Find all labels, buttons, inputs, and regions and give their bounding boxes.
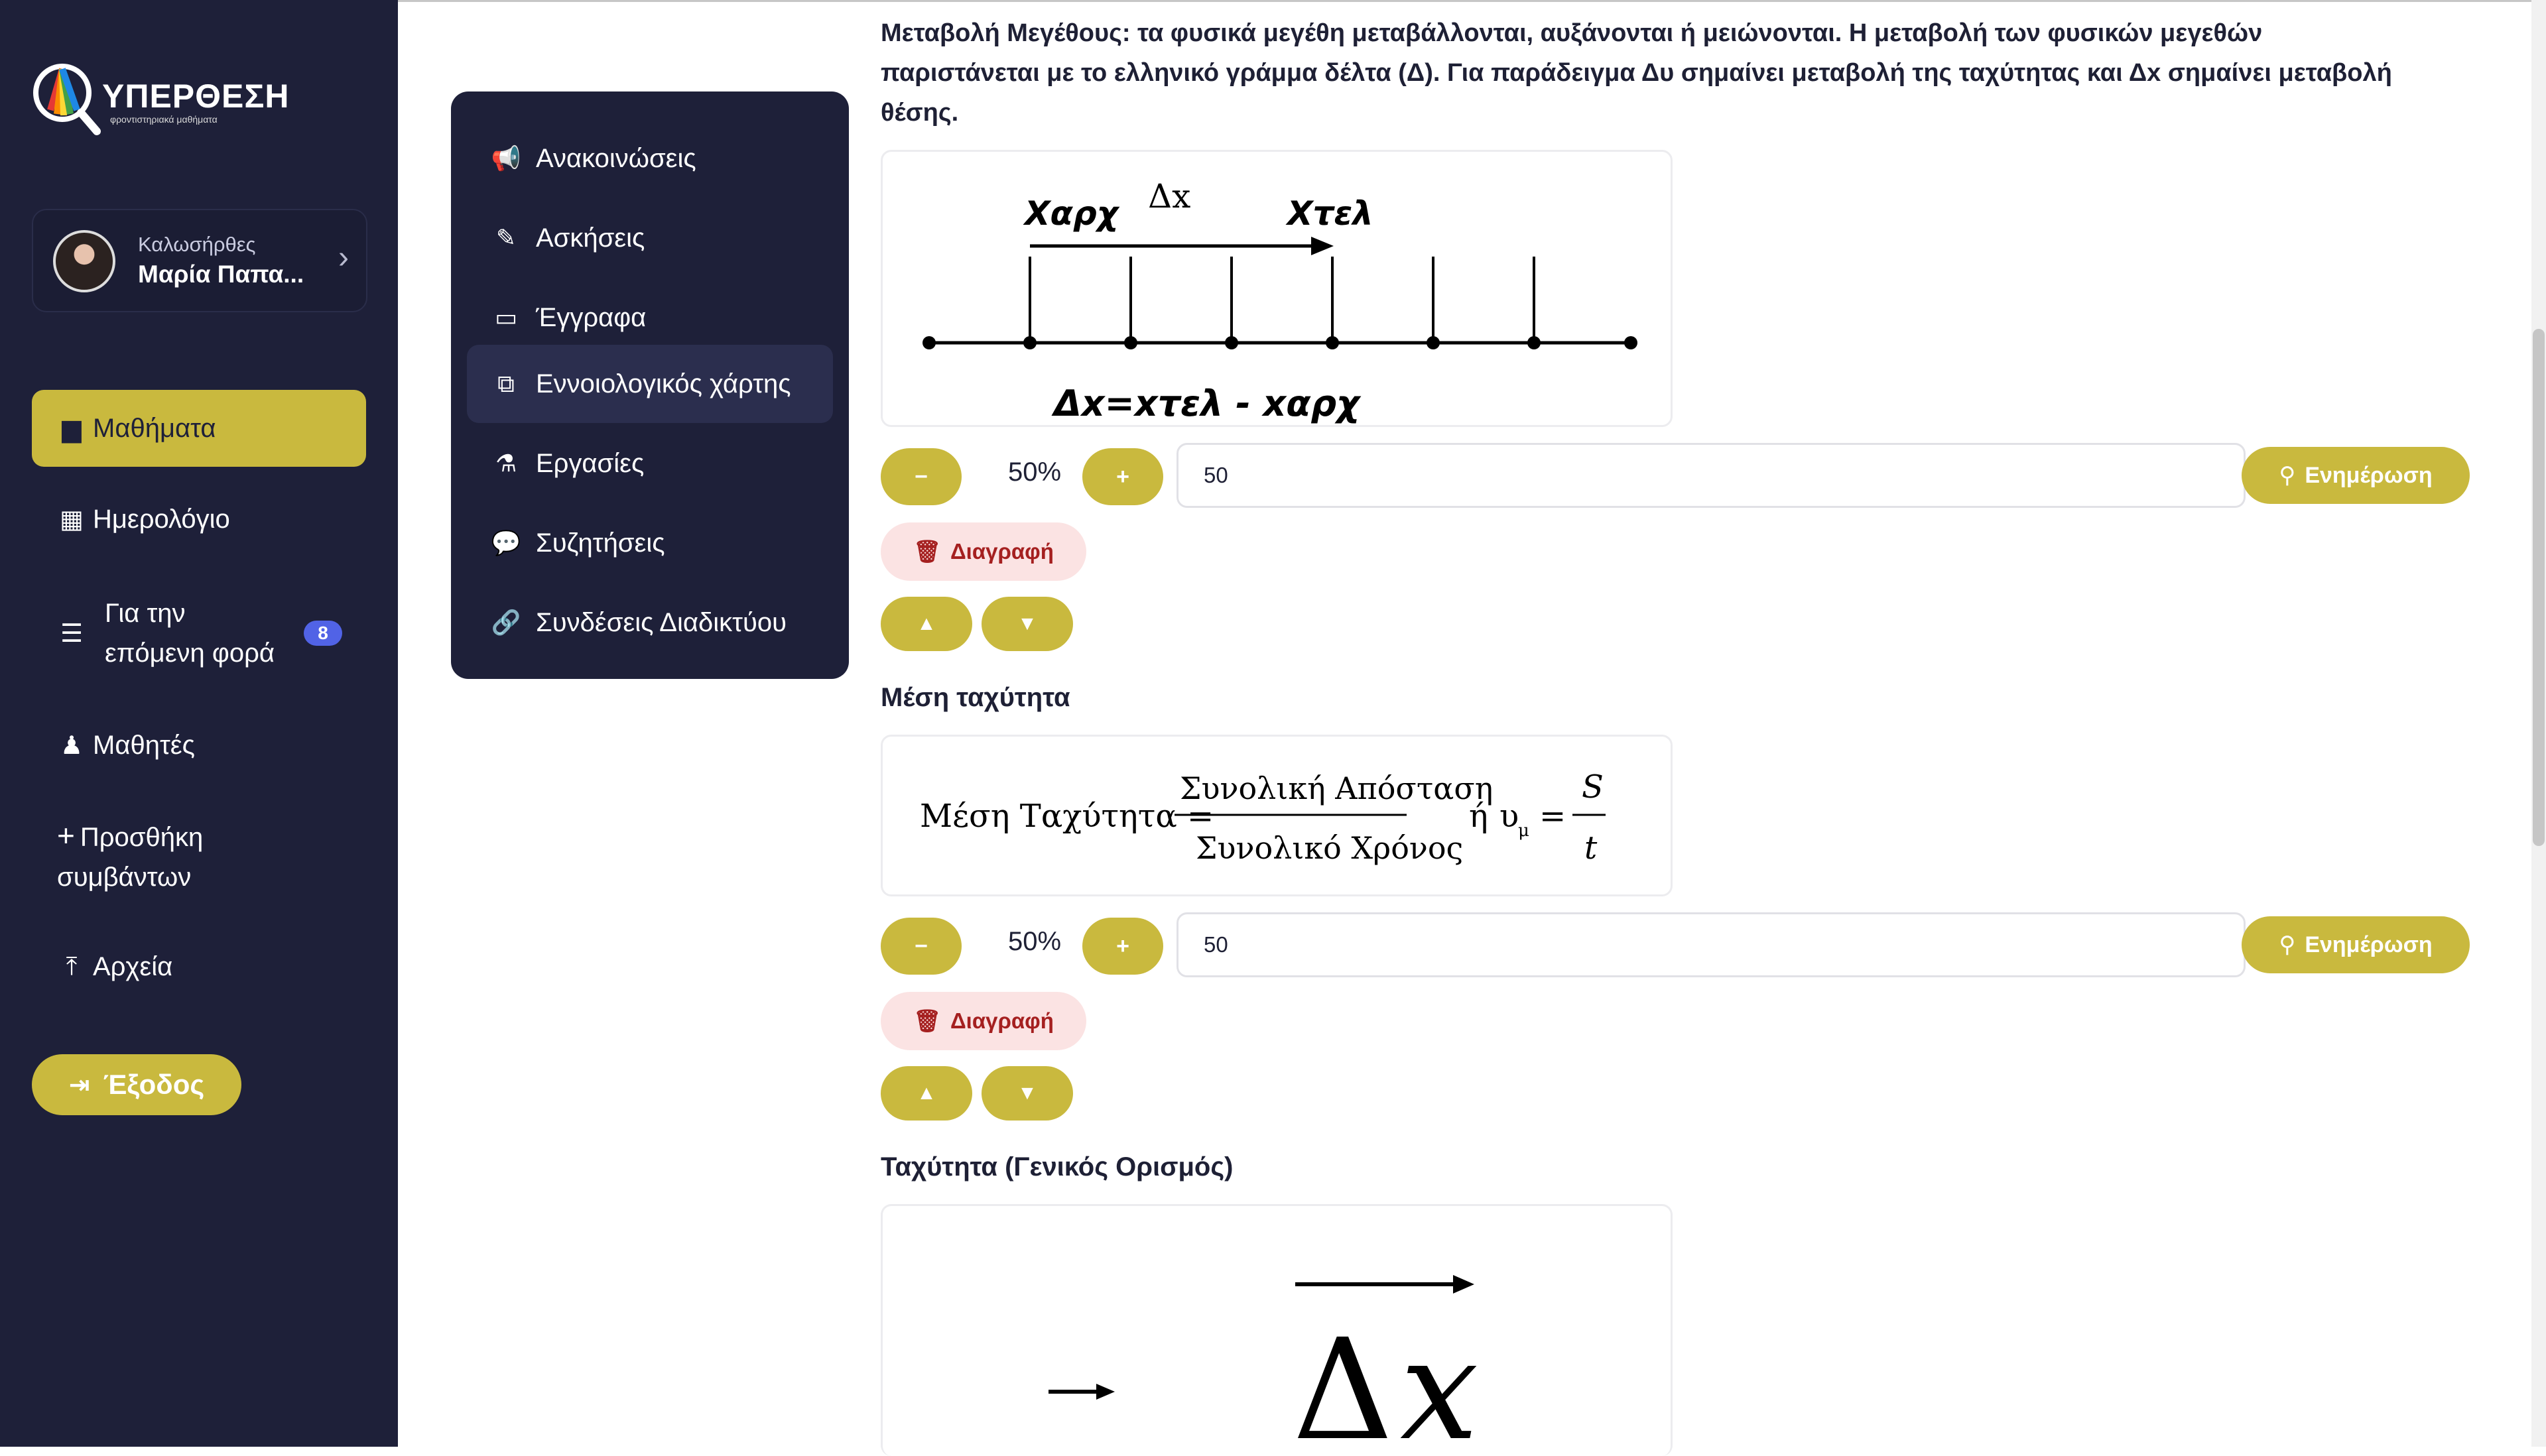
plus-icon: +: [57, 818, 75, 853]
sidebar-item-files[interactable]: [32, 941, 366, 992]
formula-or: ή: [1469, 798, 1488, 835]
sign-out-icon: ⇥: [68, 1071, 90, 1099]
diagram-nodes-icon: ⧉: [497, 369, 515, 397]
image-speed-definition: [881, 1204, 1673, 1456]
x-symbol: x: [1400, 1309, 1479, 1456]
sidebar-item-label-line2: συμβάντων: [57, 862, 192, 892]
submenu-item-label: Έγγραφα: [536, 302, 647, 332]
sidebar-item-label: Μαθήματα: [93, 413, 216, 443]
brand-tagline: φροντιστηριακά μαθήματα: [110, 114, 218, 125]
zoom-out-button[interactable]: −: [881, 448, 962, 505]
intro-line: παριστάνεται με το ελληνικό γράμμα δέλτα (Δ). Για παράδειγμα Δυ σημαίνει μεταβολή της ταχύτητας και Δx σημαίνει μεταβολή: [881, 59, 2392, 87]
zoom-percent: 50%: [1007, 457, 1062, 487]
sidebar-item-lessons[interactable]: [32, 390, 366, 467]
upload-icon: ⤒: [66, 952, 78, 981]
image-size-input[interactable]: 50: [1177, 443, 2246, 508]
move-down-button[interactable]: ▼: [982, 1066, 1073, 1121]
brand-logo[interactable]: [31, 61, 290, 141]
user-name: Μαρία Παπα...: [138, 261, 304, 288]
image-size-input[interactable]: 50: [1177, 912, 2246, 977]
course-submenu: [451, 91, 849, 679]
small-arrow-head: [1096, 1384, 1115, 1400]
user-profile-card[interactable]: [32, 209, 367, 312]
submenu-item-discussions[interactable]: [467, 504, 833, 582]
sidebar-item-label: Αρχεία: [93, 951, 173, 981]
calendar-icon: ▦: [60, 505, 84, 534]
formula-equals: =: [1539, 798, 1566, 835]
trash-icon: 🗑: [913, 1008, 941, 1033]
submenu-item-label: Συνδέσεις Διαδικτύου: [536, 607, 787, 637]
zoom-in-button[interactable]: +: [1082, 918, 1163, 975]
formula-numerator: Συνολική Απόσταση: [1180, 770, 1494, 806]
image-size-controls: [881, 912, 2468, 979]
intro-line: Μεταβολή Μεγέθους: τα φυσικά μεγέθη μεταβάλλονται, αυξάνονται ή μειώνονται. Η μεταβολή των φυσικών μεγεθών: [881, 19, 2263, 47]
sidebar: [0, 0, 398, 1447]
image-displacement-diagram: [881, 150, 1673, 427]
update-button[interactable]: [2242, 447, 2470, 504]
sidebar-item-label: Μαθητές: [93, 730, 195, 760]
sidebar-item-calendar[interactable]: [32, 494, 366, 544]
formula-s: S: [1582, 768, 1604, 806]
link-icon: 🔗: [491, 609, 521, 636]
update-label: Ενημέρωση: [2305, 932, 2433, 957]
chevron-right-icon: ›: [338, 240, 349, 275]
sidebar-item-label: Ημερολόγιο: [93, 504, 230, 534]
formula-symbol: υ: [1499, 798, 1519, 835]
search-icon: ⚲: [2279, 463, 2296, 488]
displacement-diagram-svg: [883, 152, 1673, 427]
submenu-item-label: Εργασίες: [536, 448, 645, 478]
pencil-icon: ✎: [495, 224, 517, 251]
zoom-out-button[interactable]: −: [881, 918, 962, 975]
list-check-icon: ☰: [60, 619, 84, 648]
arrow-head: [1311, 237, 1334, 255]
formula-denominator: Συνολικό Χρόνος: [1196, 830, 1464, 866]
axis-ticks: [1030, 257, 1534, 343]
submenu-item-label: Ασκήσεις: [536, 223, 645, 253]
section-title-average-speed: Μέση ταχύτητα: [881, 683, 1070, 712]
formula-lhs: Μέση Ταχύτητα =: [920, 798, 1214, 835]
notification-badge: 8: [304, 621, 342, 646]
logout-label: Έξοδος: [103, 1069, 205, 1100]
sidebar-item-add-events[interactable]: [32, 813, 366, 899]
student-icon: ♟: [60, 731, 84, 760]
update-label: Ενημέρωση: [2305, 462, 2433, 488]
formula-subscript: μ: [1518, 821, 1529, 841]
delete-label: Διαγραφή: [950, 539, 1054, 564]
zoom-percent: 50%: [1007, 927, 1062, 956]
sidebar-item-label-line1: Για την: [105, 599, 186, 628]
label-x-end: Xτελ: [1287, 194, 1373, 233]
scrollbar-thumb[interactable]: [2533, 329, 2545, 846]
intro-line: θέσης.: [881, 99, 959, 127]
submenu-item-label: Συζητήσεις: [536, 528, 665, 558]
logout-button[interactable]: [32, 1054, 241, 1115]
update-button[interactable]: [2242, 916, 2470, 973]
sidebar-item-label-line2: επόμενη φορά: [105, 638, 275, 668]
comments-icon: 💬: [491, 529, 521, 556]
average-speed-formula-svg: [883, 737, 1673, 896]
magnifier-rainbow-icon: [31, 61, 103, 141]
sidebar-item-next-time[interactable]: [32, 590, 366, 676]
section-title-speed-definition: Ταχύτητα (Γενικός Ορισμός): [881, 1152, 1234, 1182]
move-down-button[interactable]: ▼: [982, 597, 1073, 651]
move-up-button[interactable]: ▲: [881, 597, 972, 651]
submenu-item-exercises[interactable]: [467, 199, 833, 277]
intro-paragraph: [881, 13, 2486, 133]
displacement-formula: Δx=xτελ - xαρχ: [1054, 383, 1360, 424]
delete-label: Διαγραφή: [950, 1008, 1054, 1033]
submenu-item-assignments[interactable]: [467, 424, 833, 503]
formula-t: t: [1584, 829, 1598, 867]
sidebar-item-label-line1: Προσθήκη: [80, 822, 204, 852]
move-up-button[interactable]: ▲: [881, 1066, 972, 1121]
sidebar-item-students[interactable]: [32, 720, 366, 770]
avatar: [53, 230, 115, 292]
submenu-item-concept-map[interactable]: [467, 345, 833, 423]
search-icon: ⚲: [2279, 932, 2296, 957]
submenu-item-announcements[interactable]: [467, 119, 833, 198]
trash-icon: 🗑: [913, 538, 941, 564]
image-size-controls: [881, 443, 2468, 509]
delete-button[interactable]: [881, 992, 1086, 1050]
book-icon: ▆: [62, 414, 82, 443]
greeting-text: Καλωσήρθες: [138, 233, 256, 256]
submenu-item-label: Ανακοινώσεις: [536, 143, 696, 173]
label-x-start: Xαρχ: [1025, 194, 1118, 233]
label-delta-x: Δx: [1148, 177, 1191, 215]
vector-arrow-head: [1453, 1275, 1474, 1294]
zoom-in-button[interactable]: +: [1082, 448, 1163, 505]
speed-definition-svg: [883, 1206, 1673, 1456]
brand-name: ΥΠΕΡΘΕΣΗ: [102, 78, 290, 115]
delete-button[interactable]: [881, 522, 1086, 581]
image-average-speed-formula: [881, 735, 1673, 896]
flask-icon: ⚗: [495, 450, 517, 477]
delta-symbol: Δ: [1293, 1309, 1393, 1456]
folder-open-icon: ▭: [494, 304, 517, 331]
submenu-item-label: Εννοιολογικός χάρτης: [536, 369, 791, 398]
submenu-item-web-links[interactable]: [467, 583, 833, 662]
megaphone-icon: 📢: [491, 145, 521, 172]
